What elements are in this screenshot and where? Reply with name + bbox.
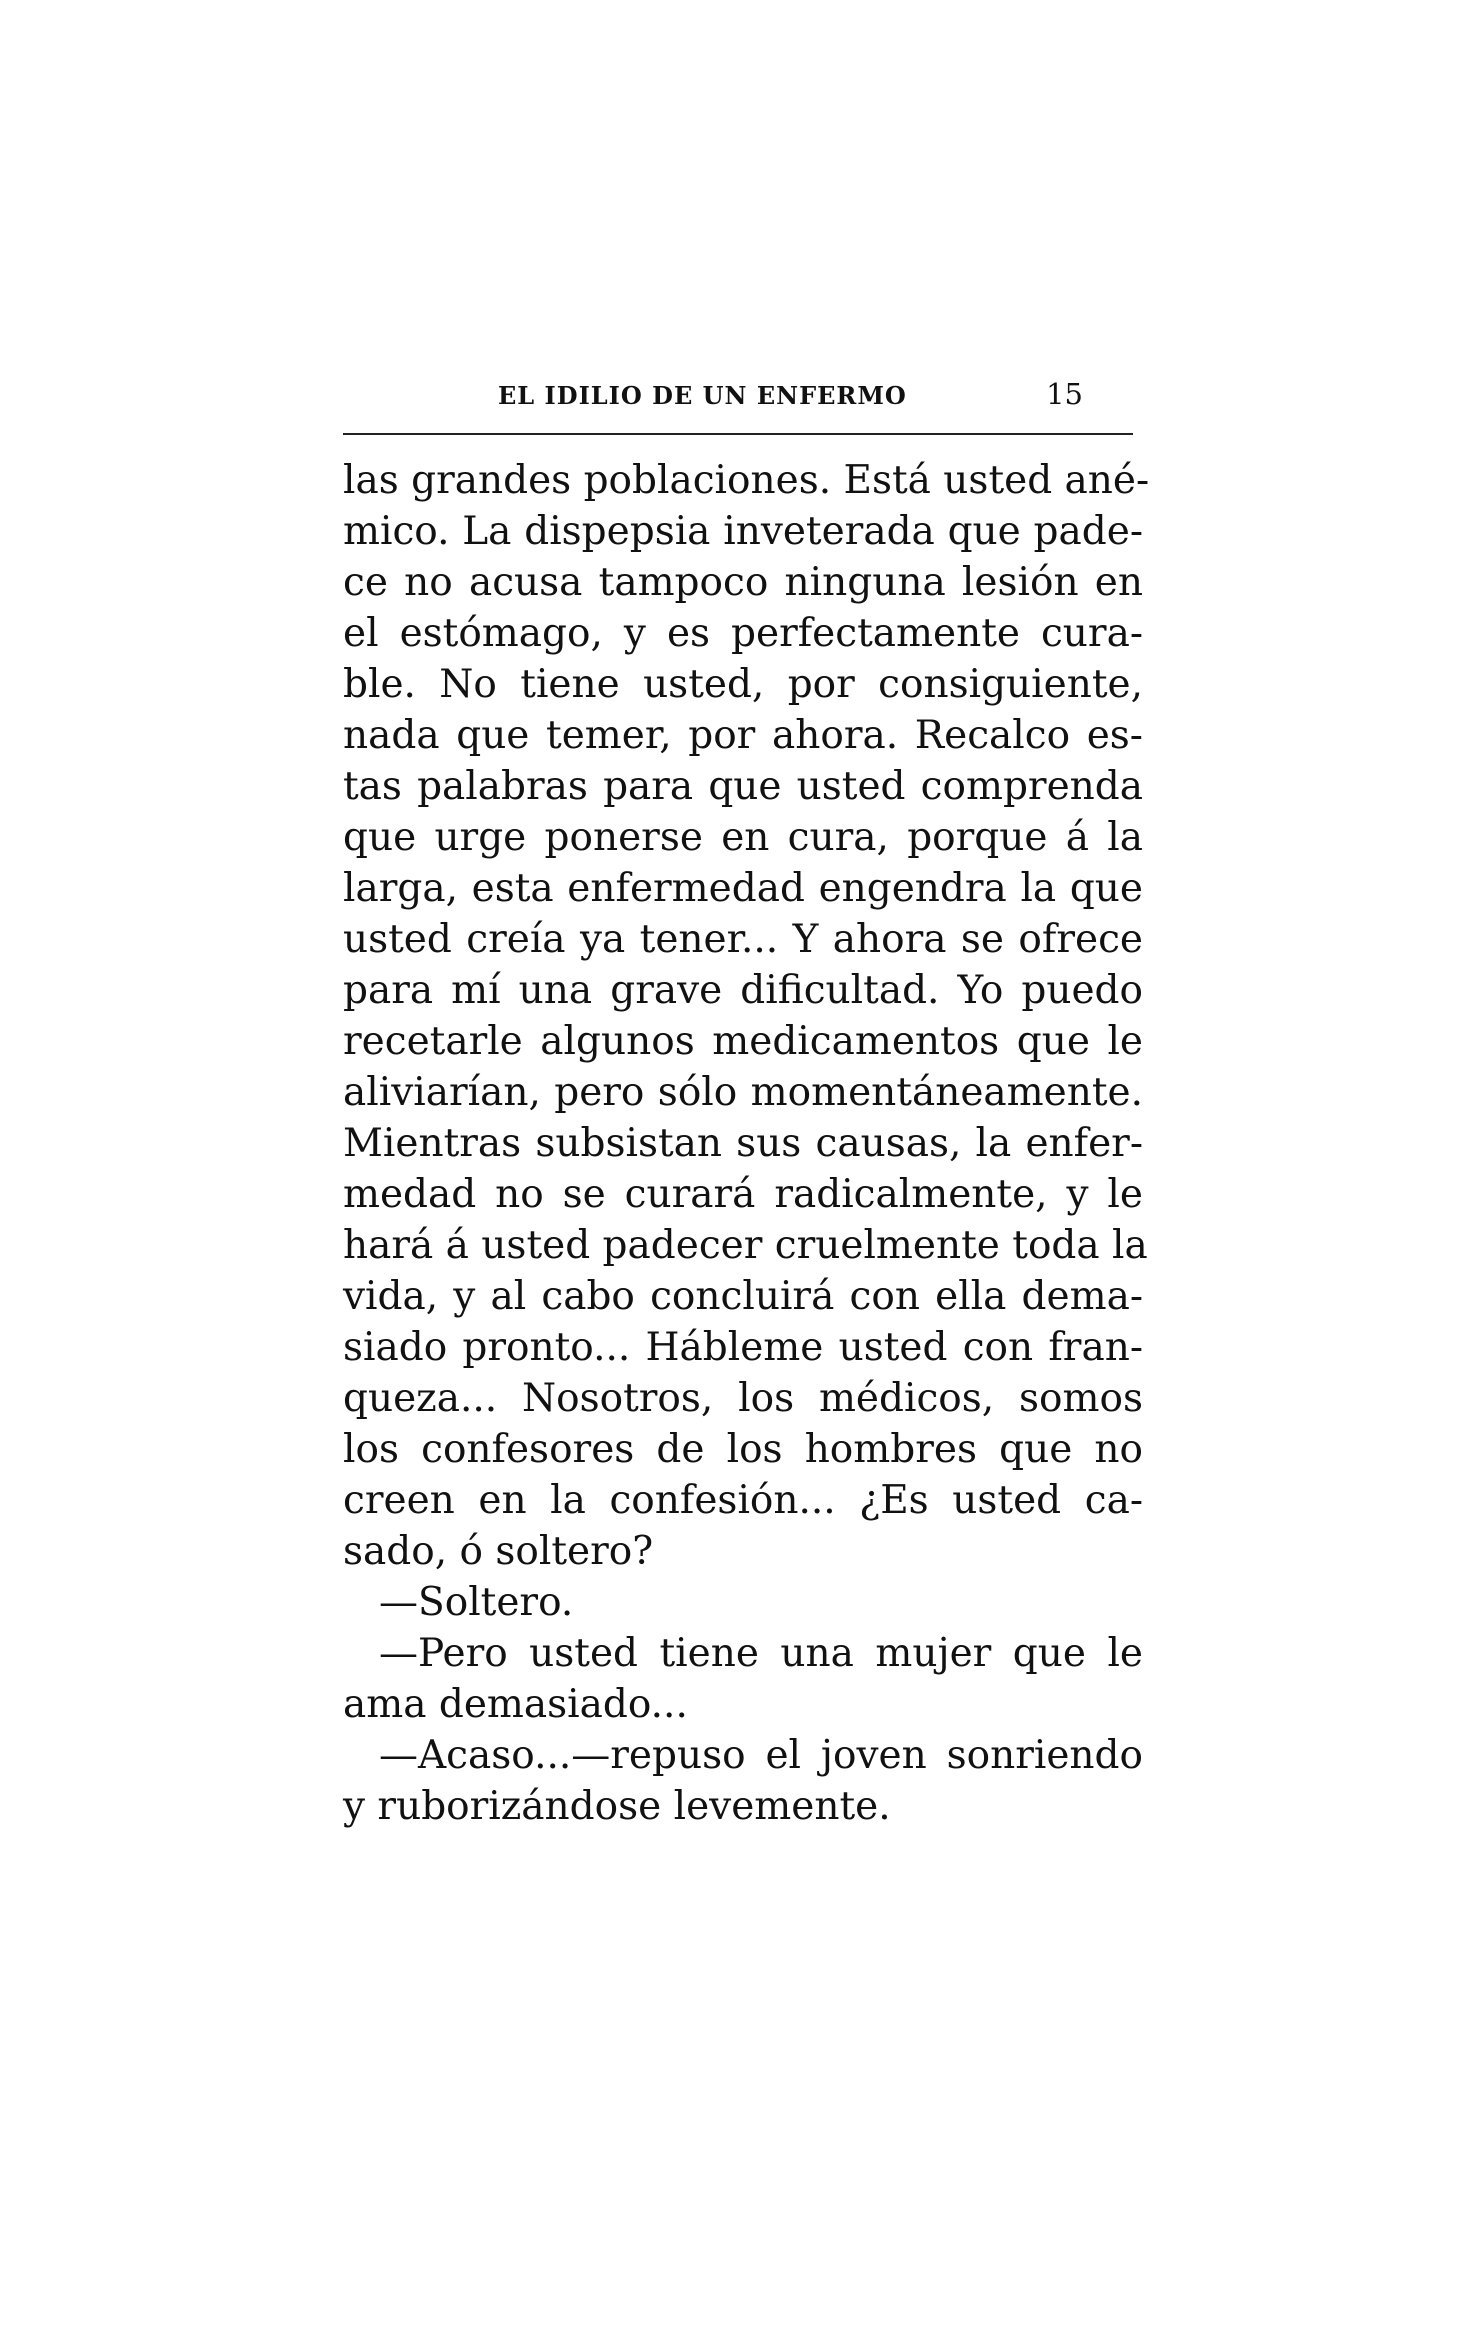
text-line: el estómago, y es perfectamente cura- (343, 611, 1143, 656)
text-line: mico. La dispepsia inveterada que pade- (343, 509, 1143, 554)
text-line: ble. No tiene usted, por consiguiente, (343, 662, 1143, 707)
text-line: medad no se curará radicalmente, y le (343, 1172, 1143, 1217)
text-line: sado, ó soltero? (343, 1529, 654, 1574)
page-header (343, 375, 1133, 419)
running-title: EL IDILIO DE UN ENFERMO (498, 381, 907, 410)
text-line: los confesores de los hombres que no (343, 1427, 1143, 1472)
body-text (343, 455, 1150, 1832)
text-line: que urge ponerse en cura, porque á la (343, 815, 1143, 860)
text-line: nada que temer, por ahora. Recalco es- (343, 713, 1143, 758)
text-line: ce no acusa tampoco ninguna lesión en (343, 560, 1143, 605)
dialogue-line: —Pero usted tiene una mujer que le (379, 1631, 1143, 1676)
dialogue-line: —Acaso...—repuso el joven sonriendo (379, 1733, 1143, 1778)
text-line: recetarle algunos medicamentos que le (343, 1019, 1143, 1064)
header-rule (343, 433, 1133, 435)
text-line: queza... Nosotros, los médicos, somos (343, 1376, 1143, 1421)
text-line: siado pronto... Hábleme usted con fran- (343, 1325, 1143, 1370)
text-line: larga, esta enfermedad engendra la que (343, 866, 1143, 911)
text-line: aliviarían, pero sólo momentáneamente. (343, 1070, 1143, 1115)
text-line: las grandes poblaciones. Está usted ané- (343, 458, 1150, 503)
text-line: Mientras subsistan sus causas, la enfer- (343, 1121, 1143, 1166)
page-number: 15 (1046, 377, 1083, 411)
dialogue-line: —Soltero. (379, 1580, 574, 1625)
text-line: vida, y al cabo concluirá con ella dema- (343, 1274, 1143, 1319)
text-line: ama demasiado... (343, 1682, 688, 1727)
text-line: creen en la confesión... ¿Es usted ca- (343, 1478, 1143, 1523)
text-line: usted creía ya tener... Y ahora se ofrece (343, 917, 1143, 962)
text-line: tas palabras para que usted comprenda (343, 764, 1143, 809)
text-line: para mí una grave dificultad. Yo puedo (343, 968, 1143, 1013)
text-line: hará á usted padecer cruelmente toda la (343, 1223, 1148, 1268)
text-line: y ruborizándose levemente. (343, 1784, 891, 1829)
